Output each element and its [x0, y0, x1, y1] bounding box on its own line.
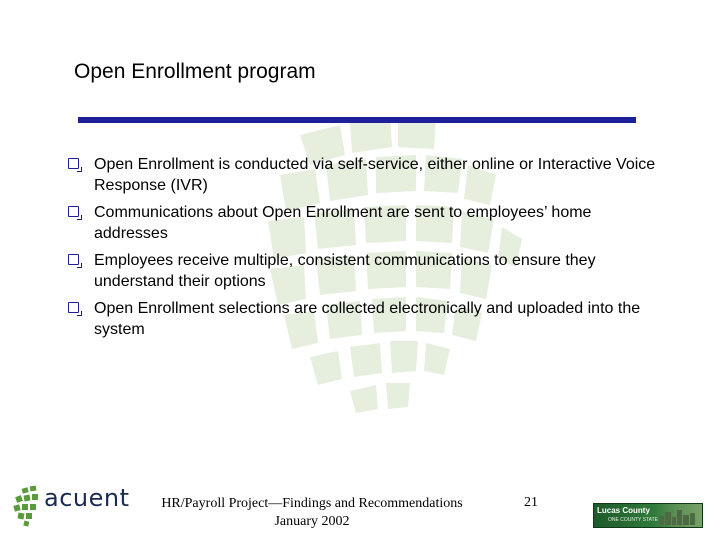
title-underline [78, 117, 636, 123]
bullet-list [66, 154, 666, 346]
lucas-county-name: Lucas County [597, 506, 650, 515]
acuent-wordmark: acuent [44, 484, 130, 512]
checkbox-bullet-icon [68, 302, 79, 313]
checkbox-bullet-icon [68, 254, 79, 265]
lucas-county-tagline: ONE COUNTY STATE [608, 517, 659, 523]
footer-date: January 2002 [274, 514, 350, 529]
bullet-text: Employees receive multiple, consistent communications to ensure they understand their options [94, 252, 596, 290]
acuent-logo [12, 482, 130, 530]
checkbox-bullet-icon [68, 206, 79, 217]
bullet-item [66, 250, 666, 292]
page-number: 21 [524, 495, 538, 510]
footer-caption [150, 495, 474, 531]
bullet-text: Open Enrollment selections are collected electronically and uploaded into the system [94, 300, 641, 338]
bullet-item [66, 202, 666, 244]
acuent-logo-mark-icon [12, 482, 46, 530]
city-skyline-icon [657, 508, 699, 525]
footer-project-title: HR/Payroll Project—Findings and Recommendations [161, 496, 463, 511]
lucas-county-logo [593, 503, 703, 528]
checkbox-bullet-icon [68, 158, 79, 169]
bullet-item [66, 298, 666, 340]
bullet-text: Communications about Open Enrollment are sent to employees’ home addresses [94, 204, 592, 242]
bullet-item [66, 154, 666, 196]
slide-title: Open Enrollment program [74, 60, 316, 83]
bullet-text: Open Enrollment is conducted via self-service, either online or Interactive Voice Response (IVR) [94, 156, 656, 194]
